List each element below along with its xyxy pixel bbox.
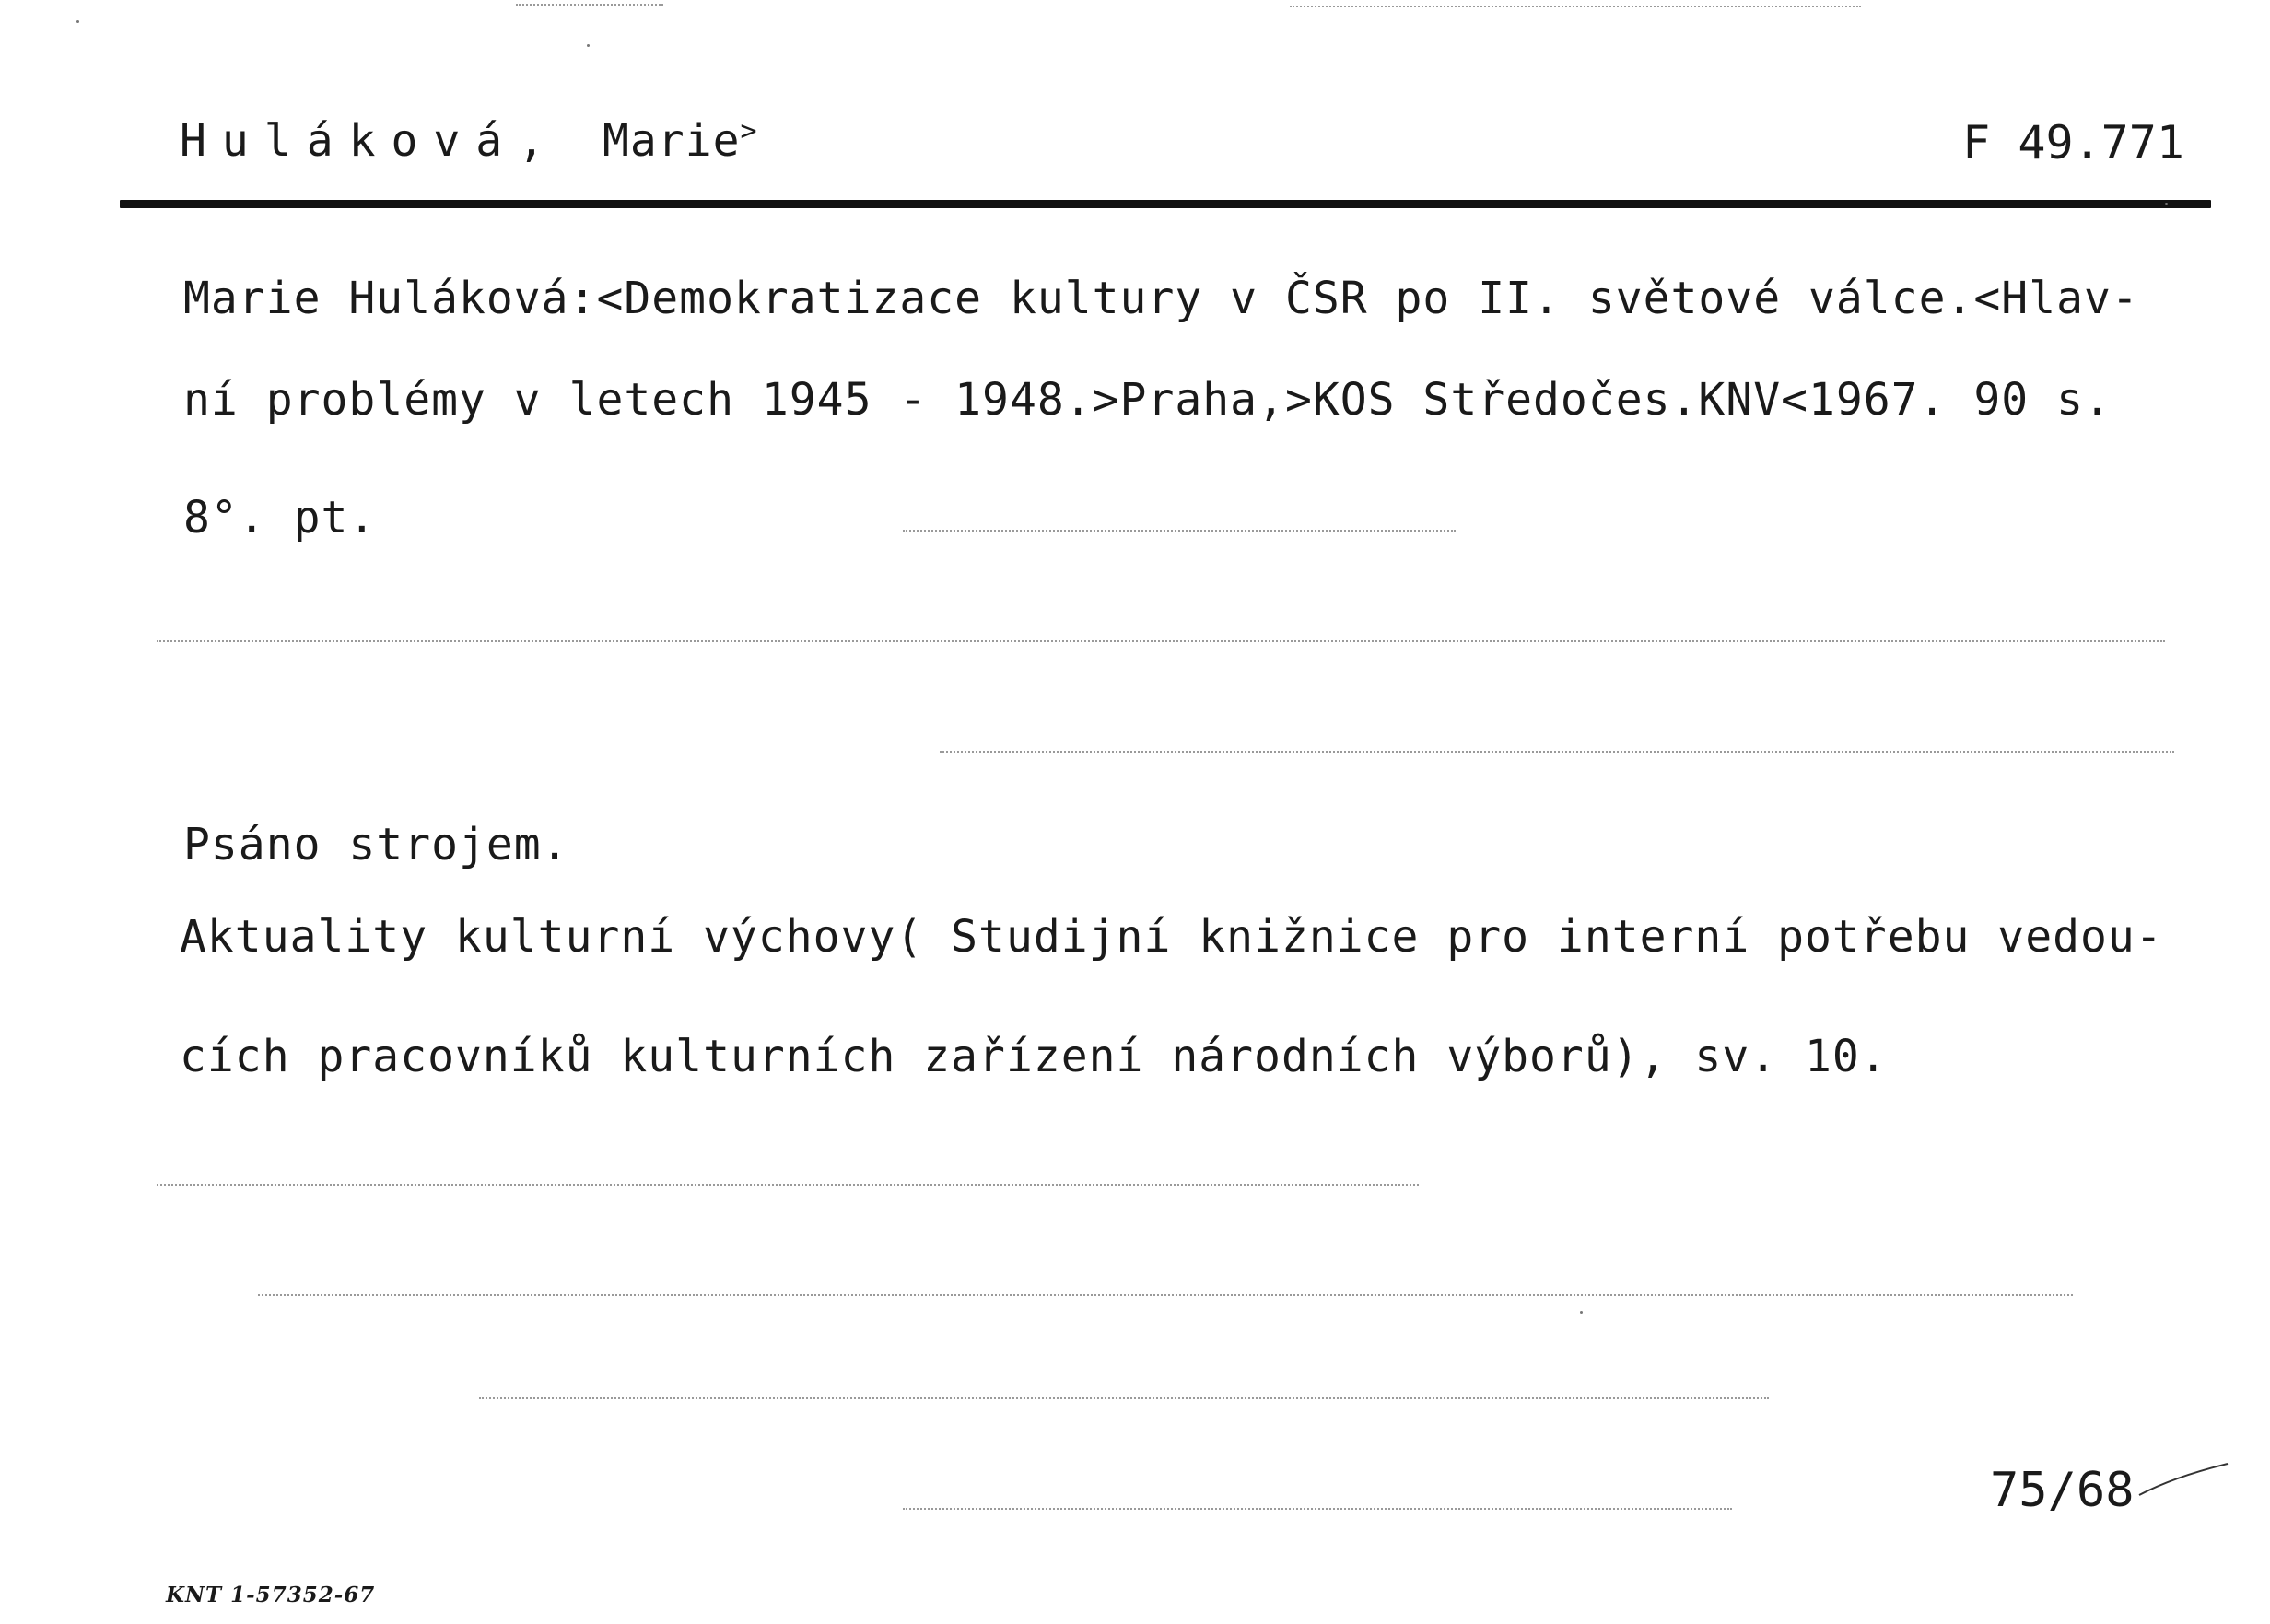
control-number-flourish [2137, 1460, 2229, 1497]
note-line-1: Psáno strojem. [183, 819, 569, 870]
shelfmark: F 49.771 [1962, 116, 2184, 169]
heading-surname: Huláková, [180, 115, 561, 167]
bibliographic-line-1: Marie Huláková:<Demokratizace kultury v ČSR po II. světové válce.<Hlav- [183, 273, 2139, 324]
scan-speck [2165, 203, 2168, 205]
scan-artifact [903, 530, 1456, 532]
heading-rule [120, 200, 2211, 208]
scan-artifact [258, 1294, 2073, 1296]
bibliographic-line-3: 8°. pt. [183, 492, 377, 543]
scan-speck [587, 44, 590, 47]
bibliographic-line-2: ní problémy v letech 1945 - 1948.>Praha,>KOS Středočes.KNV<1967. 90 s. [183, 374, 2112, 426]
scan-speck [1580, 1311, 1583, 1314]
scan-artifact [479, 1397, 1769, 1399]
note-line-2: Aktuality kulturní výchovy( Studijní knižnice pro interní potřebu vedou- [180, 911, 2163, 963]
scan-artifact [903, 1508, 1732, 1510]
control-number: 75/68 [1990, 1463, 2135, 1518]
heading-mark: > [740, 115, 773, 147]
scan-artifact [516, 4, 663, 6]
scan-artifact [157, 1184, 1419, 1186]
heading-author [180, 115, 773, 167]
scan-artifact [1290, 6, 1861, 7]
scan-artifact [157, 640, 2165, 642]
heading-given-name: Marie [603, 115, 741, 167]
note-line-3: cích pracovníků kulturních zařízení národních výborů), sv. 10. [180, 1031, 1888, 1082]
scan-artifact [940, 751, 2174, 753]
print-code: KNT 1-57352-67 [166, 1583, 376, 1607]
scan-speck [76, 20, 79, 23]
